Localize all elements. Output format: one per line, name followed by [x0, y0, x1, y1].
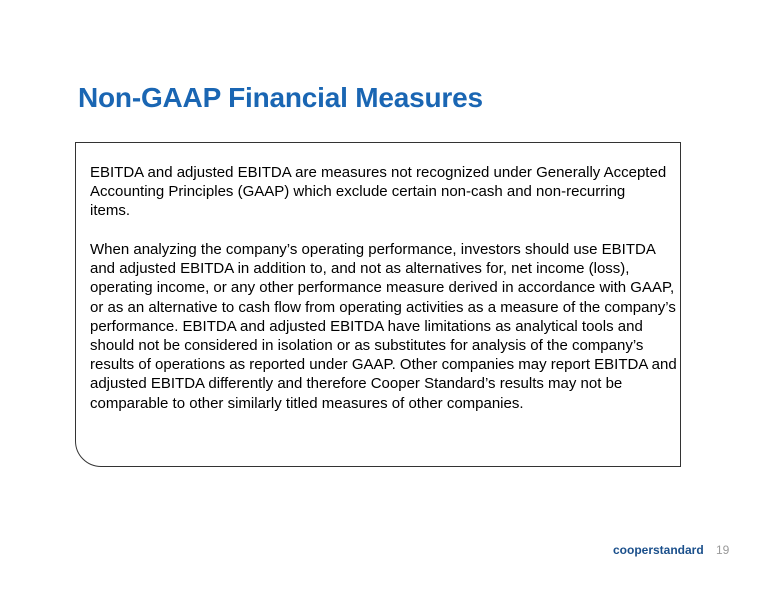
investor-guidance-paragraph: When analyzing the company’s operating performance, investors should use EBITDA and adjusted EBITDA in addition to, and not as alternatives for, net income (loss), operating income, or any other performance measure derived in accordance with GAAP, or as an alternative to cash flow from operating activities as a measure of the company’s performance. EBITDA and adjusted EBITDA have limitations as analytical tools and should not be considered in isolation or as substitutes for analysis of the company’s results of operations as reported under GAAP. Other companies may report EBITDA and adjusted EBITDA differently and therefore Cooper Standard’s results may not be comparable to other similarly titled measures of other companies. [90, 241, 677, 412]
company-logo-text: cooperstandard [613, 543, 704, 557]
content-box [75, 142, 681, 467]
gaap-definition-paragraph: EBITDA and adjusted EBITDA are measures not recognized under Generally Accepted Accounting Principles (GAAP) which exclude certain non-cash and non-recurring items. [90, 164, 667, 220]
slide-title: Non-GAAP Financial Measures [78, 82, 483, 113]
page-number: 19 [716, 543, 730, 557]
